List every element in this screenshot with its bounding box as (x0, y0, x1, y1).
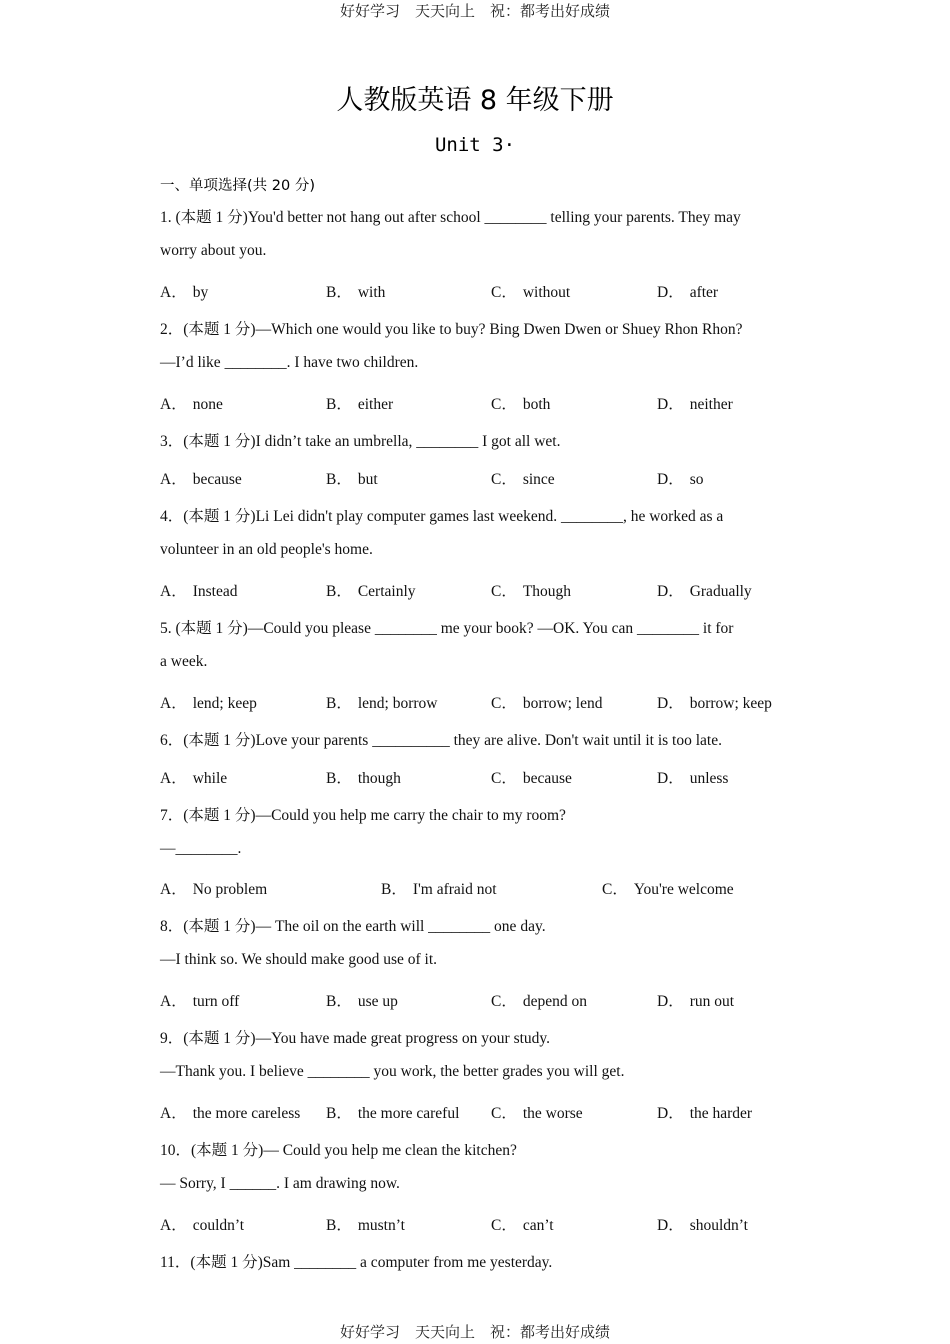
option-text: shouldn’t (689, 1217, 748, 1234)
option-letter: D． (657, 1105, 684, 1122)
option-text: I'm afraid not (412, 881, 497, 898)
question-6-line-1: 6．(本题 1 分)Love your parents __________ they are alive. Don't wait until it is too late. (160, 732, 722, 749)
question-8-line-2: —I think so. We should make good use of it. (160, 951, 438, 968)
option-letter: C． (491, 695, 517, 712)
question-1-option (326, 280, 385, 302)
question-3-line-1: 3．(本题 1 分)I didn’t take an umbrella, ________ I got all wet. (160, 433, 561, 450)
option-letter: A． (160, 1217, 187, 1234)
option-letter: B． (326, 583, 352, 600)
question-10-option (160, 1213, 244, 1235)
question-7-line-2: —________. (160, 840, 242, 857)
question-8-option (657, 989, 734, 1011)
option-text: You're welcome (633, 881, 734, 898)
option-text: the more careful (357, 1105, 460, 1122)
option-letter: A． (160, 583, 187, 600)
option-letter: B． (326, 1217, 352, 1234)
question-2-option (326, 392, 393, 414)
option-letter: B． (326, 396, 352, 413)
option-letter: B． (326, 284, 352, 301)
option-letter: C． (491, 284, 517, 301)
question-8-option (326, 989, 398, 1011)
question-9-option (160, 1101, 300, 1123)
option-letter: A． (160, 471, 187, 488)
option-text: Instead (192, 583, 238, 600)
option-text: while (192, 770, 228, 787)
option-text: No problem (192, 881, 268, 898)
option-text: the more careless (192, 1105, 301, 1122)
option-text: none (192, 396, 223, 413)
question-1-option (657, 280, 718, 302)
question-10-line-1: 10．(本题 1 分)— Could you help me clean the kitchen? (160, 1142, 517, 1159)
option-letter: A． (160, 993, 187, 1010)
option-text: both (522, 396, 551, 413)
option-letter: C． (491, 1105, 517, 1122)
option-text: borrow; lend (522, 695, 603, 712)
question-5-option (326, 691, 437, 713)
option-letter: A． (160, 284, 187, 301)
question-1-option (160, 280, 208, 302)
option-text: but (357, 471, 378, 488)
option-letter: C． (491, 396, 517, 413)
question-9-option (326, 1101, 459, 1123)
option-letter: A． (160, 695, 187, 712)
option-text: run out (689, 993, 735, 1010)
option-text: depend on (522, 993, 587, 1010)
question-5-option (491, 691, 602, 713)
option-letter: D． (657, 695, 684, 712)
question-2-option (160, 392, 223, 414)
option-letter: D． (657, 396, 684, 413)
question-10-option (657, 1213, 748, 1235)
question-3-option (657, 467, 704, 489)
question-1-line-2: worry about you. (160, 242, 267, 259)
question-4-option (160, 579, 237, 601)
document-title: 人教版英语 8 年级下册 (336, 85, 614, 116)
page-footer: 好好学习 天天向上 祝：都考出好成绩 (339, 1323, 610, 1341)
question-1-option (491, 280, 570, 302)
option-text: though (357, 770, 401, 787)
question-7-option (602, 877, 734, 899)
option-letter: A． (160, 396, 187, 413)
question-7-line-1: 7．(本题 1 分)—Could you help me carry the chair to my room? (160, 807, 566, 824)
option-text: use up (357, 993, 398, 1010)
question-2-line-2: —I’d like ________. I have two children. (160, 354, 419, 371)
option-letter: D． (657, 583, 684, 600)
option-letter: B． (326, 695, 352, 712)
option-text: borrow; keep (689, 695, 772, 712)
question-6-option (326, 766, 401, 788)
option-letter: C． (491, 1217, 517, 1234)
question-6-option (491, 766, 572, 788)
question-4-option (491, 579, 571, 601)
option-letter: D． (657, 993, 684, 1010)
option-letter: A． (160, 770, 187, 787)
option-letter: C． (491, 471, 517, 488)
option-text: neither (689, 396, 733, 413)
option-text: since (522, 471, 555, 488)
option-letter: B． (381, 881, 407, 898)
option-text: because (522, 770, 572, 787)
document-subtitle: Unit 3· (434, 134, 516, 156)
question-5-option (657, 691, 772, 713)
option-text: Certainly (357, 583, 416, 600)
option-text: so (689, 471, 704, 488)
option-text: the worse (522, 1105, 583, 1122)
question-9-line-2: —Thank you. I believe ________ you work, the better grades you will get. (160, 1063, 625, 1080)
option-letter: B． (326, 471, 352, 488)
question-9-option (657, 1101, 752, 1123)
question-10-line-2: — Sorry, I ______. I am drawing now. (160, 1175, 400, 1192)
question-8-line-1: 8．(本题 1 分)— The oil on the earth will ________ one day. (160, 918, 546, 935)
option-text: Gradually (689, 583, 752, 600)
question-8-option (491, 989, 587, 1011)
option-letter: B． (326, 770, 352, 787)
question-7-option (381, 877, 497, 899)
option-letter: A． (160, 1105, 187, 1122)
question-3-option (326, 467, 378, 489)
option-letter: D． (657, 1217, 684, 1234)
question-2-line-1: 2．(本题 1 分)—Which one would you like to buy? Bing Dwen Dwen or Shuey Rhon Rhon? (160, 321, 743, 338)
question-4-option (657, 579, 752, 601)
question-1-line-1: 1. (本题 1 分)You'd better not hang out after school ________ telling your parents. They may (160, 209, 741, 226)
question-10-option (491, 1213, 554, 1235)
page-header: 好好学习 天天向上 祝：都考出好成绩 (339, 2, 610, 20)
option-text: can’t (522, 1217, 554, 1234)
option-text: couldn’t (192, 1217, 245, 1234)
question-5-line-2: a week. (160, 653, 208, 670)
option-letter: C． (602, 881, 628, 898)
question-7-option (160, 877, 267, 899)
question-3-option (491, 467, 555, 489)
question-2-option (491, 392, 550, 414)
section-heading: 一、单项选择(共 20 分) (160, 178, 315, 194)
option-text: unless (689, 770, 729, 787)
option-letter: C． (491, 993, 517, 1010)
question-4-line-1: 4．(本题 1 分)Li Lei didn't play computer games last weekend. ________, he worked as a (160, 508, 724, 525)
question-5-line-1: 5. (本题 1 分)—Could you please ________ me your book? —OK. You can ________ it for (160, 620, 734, 637)
question-6-option (657, 766, 728, 788)
option-letter: B． (326, 993, 352, 1010)
question-9-option (491, 1101, 583, 1123)
option-text: because (192, 471, 242, 488)
option-letter: A． (160, 881, 187, 898)
option-letter: C． (491, 583, 517, 600)
option-text: either (357, 396, 394, 413)
question-5-option (160, 691, 257, 713)
question-11-line-1: 11．(本题 1 分)Sam ________ a computer from me yesterday. (160, 1254, 553, 1271)
question-10-option (326, 1213, 405, 1235)
option-text: the harder (689, 1105, 753, 1122)
option-letter: D． (657, 284, 684, 301)
question-3-option (160, 467, 242, 489)
option-text: lend; borrow (357, 695, 438, 712)
option-text: by (192, 284, 209, 301)
question-4-option (326, 579, 416, 601)
option-text: turn off (192, 993, 240, 1010)
option-letter: B． (326, 1105, 352, 1122)
option-text: with (357, 284, 386, 301)
option-letter: C． (491, 770, 517, 787)
question-9-line-1: 9．(本题 1 分)—You have made great progress on your study. (160, 1030, 551, 1047)
question-2-option (657, 392, 733, 414)
question-6-option (160, 766, 227, 788)
option-letter: D． (657, 471, 684, 488)
question-8-option (160, 989, 239, 1011)
option-text: after (689, 284, 719, 301)
option-text: lend; keep (192, 695, 257, 712)
option-text: mustn’t (357, 1217, 405, 1234)
option-letter: D． (657, 770, 684, 787)
question-4-line-2: volunteer in an old people's home. (160, 541, 373, 558)
option-text: without (522, 284, 571, 301)
option-text: Though (522, 583, 572, 600)
